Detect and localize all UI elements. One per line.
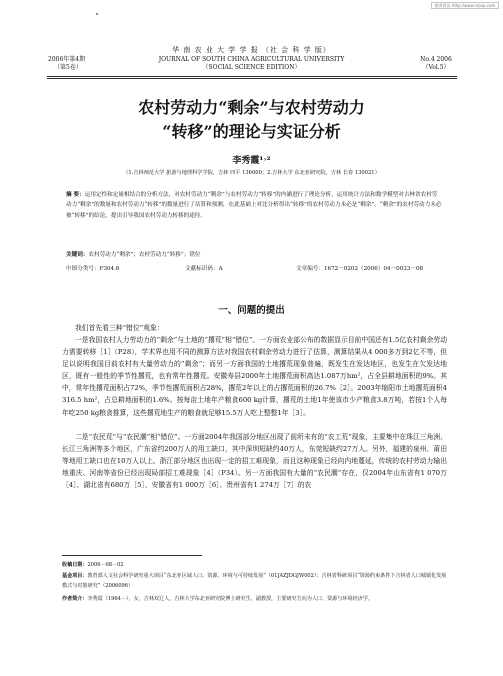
header-rule-2 bbox=[47, 78, 457, 79]
footnote-received-text: 2006－08－02 bbox=[87, 562, 124, 568]
article-title-line1: 农村劳动力“剩余”与农村劳动力 bbox=[138, 98, 365, 117]
doc-code: 文献标识码：A bbox=[185, 266, 223, 272]
journal-en-name-block bbox=[110, 56, 393, 72]
journal-cn-name: 华 南 农 业 大 学 学 报 （社 会 科 学 版） bbox=[172, 46, 331, 54]
issue-right bbox=[410, 56, 462, 72]
issue-right-line2: （Vol.5） bbox=[422, 64, 450, 71]
footnote-author bbox=[62, 594, 447, 604]
keywords-label: 关键词： bbox=[66, 252, 89, 258]
footnote-received-label: 收稿日期： bbox=[62, 562, 88, 568]
footnote-author-label: 作者简介： bbox=[62, 596, 88, 602]
body-paragraph-1: 我们首先看三种“错位”观象： bbox=[75, 324, 164, 332]
keywords bbox=[66, 250, 442, 258]
abstract bbox=[66, 190, 442, 221]
keywords-text: 农村劳动力“剩余”；农村劳动力“转移”；错位 bbox=[88, 252, 201, 258]
header-rule bbox=[47, 76, 457, 77]
abstract-label: 摘 要： bbox=[66, 192, 85, 198]
abstract-text: 运用定性和定量相结合的分析方法，对农村劳动力“剩余”与农村劳动力“转移”的内涵进行了理论分析，运用统计方法和数学模型对吉林省农村劳动力“剩余”的数量和农村劳动力“转移”的数量进行了估算和预测，在此基础上对比分析得出“转移”的农村劳动力未必是“剩余”，“剩余”的农村劳动力未必被“转移”的结论，提出引导我国农村劳动力转移的途径。 bbox=[66, 192, 442, 219]
journal-en-sub: （SOCIAL SCIENCE EDITION） bbox=[202, 64, 301, 71]
footnote-fund-text: 教育部人文社会科学研究重大项目“东北亚区域人口、资源、环境与可持续发展”（01JAZJDGJW002）；吉林省科研项目“资源约束条件下吉林省人口城镇化发展模式与对策研究”（2006096） bbox=[62, 573, 447, 589]
issue-left-line1: 2006年第4期 bbox=[48, 56, 86, 63]
author-name: 李秀霞¹˒² bbox=[232, 156, 271, 166]
footnote-rule bbox=[62, 555, 202, 556]
footnote-fund-label: 基金项目： bbox=[62, 573, 88, 579]
issue-right-line1: No.4 2006 bbox=[420, 56, 452, 63]
journal-en-name: JOURNAL OF SOUTH CHINA AGRICULTURAL UNIVERSITY bbox=[158, 56, 345, 63]
body-paragraph-2: 一是我国农村人力劳动力的“剩余”与土地的“撂荒”相“错位”。一方面农业部公布的数据显示目前中国还有1.5亿农村剩余劳动力需要转移［1］（P28），学术界也用不同的测算方法对我国农村剩余劳动力进行了估算，测算结果从4 000多万到2亿不等，但足以说明我国目前农村有大量劳动力的“剩余”；而另一方面我国的土地撂荒现象普遍，既发生在发达地区，也发生在欠发达地区，既有一般性的季节性撂荒，也有常年性撂荒。安徽寿县2000年土地撂荒面积高达1.087万hm²，占全县耕地面积的9%。其中，常年性撂荒面积占72%，季节性撂荒面积占28%，撂荒2年以上的占撂荒面积的26.7%［2］。2003年缩阳市土地撂荒面积4 316.5 hm²，占总耕地面积的1.6%。按每亩土地年产粮食600 kg计算，撂荒的土地1年使该市少产粮食3.8万吨，若按1个人每年吃250 kg粮食推算，这些撂荒地生产的粮食就足够15.5万人吃上整整1年［3］。 bbox=[62, 336, 447, 417]
decorative-dot bbox=[96, 13, 98, 15]
clc-number: 中图分类号：F304.6 bbox=[66, 266, 120, 272]
article-title-line2: “转移”的理论与实证分析 bbox=[162, 122, 341, 141]
article-number: 文章编号：1672－0202（2006）04－0033－08 bbox=[296, 266, 424, 272]
issue-left-line2: （第5卷） bbox=[54, 64, 82, 71]
footnote-author-text: 李秀霞（1964－），女，吉林双辽人，吉林大学东北亚研究院博士研究生，副教授，主要研究方向为人口、资源与环境经济学。 bbox=[87, 596, 373, 602]
watermark-box: 维普资讯 http://www.cqvip.com bbox=[431, 2, 499, 9]
section-heading: 一、问题的提出 bbox=[218, 305, 285, 316]
footnote-received bbox=[62, 560, 447, 570]
body-paragraph-3: 二是“农民荒”与“农民潮”相“错位”。一方面2004年我国部分地区出现了前所未有的“农工荒”现象，主要集中在珠江三角洲、长江三角洲等多个地区，广东省约200万人的用工缺口，其中深圳短缺约40万人，东莞短缺约27万人。另外，福建的泉州、莆田等地用工缺口也在10万人以上。浙江部分地区也出现一定的招工难现象，而且这种现象已经向内地蔓延，传统的农村劳动力输出地重庆、河南等省份已经出现局部招工难现象［4］（P34）。另一方面我国有大量的“农民潮”存在，仅2004年山东省有1 070万［4］、湖北省有680万［5］、安徽省有1 000万［6］、贵州省有1 274万［7］的农 bbox=[62, 433, 447, 490]
author-affiliation: （1.吉林师范大学 旅游与地理科学学院，吉林 四平 136000；2.吉林大学 东北亚研究院，吉林 长春 130021） bbox=[123, 170, 380, 176]
footnote-fund bbox=[62, 571, 447, 591]
